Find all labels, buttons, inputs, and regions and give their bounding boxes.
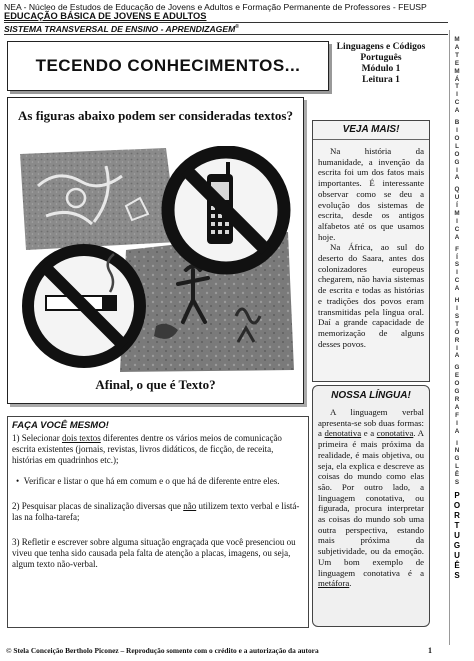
nossa-lingua-box [312,385,430,627]
term-conotativa: conotativa [376,428,414,439]
system-header: SISTEMA TRANSVERSAL DE ENSINO - APRENDIZAGEM® [4,24,239,34]
page-number: 1 [428,646,432,655]
header-divider [4,22,448,23]
term-denotativa: denotativa [324,428,362,439]
subject-info [334,42,428,86]
collage-image [16,146,296,372]
term-metafora: metáfora [318,578,350,589]
sidebar-subject: F Í S I C A [454,245,460,293]
veja-mais-box [312,120,430,382]
figures-question: As figuras abaixo podem ser consideradas textos? [18,108,293,123]
program-header: EDUCAÇÃO BÁSICA DE JOVENS E ADULTOS [4,11,207,21]
figures-box [7,97,304,404]
sidebar-subject: P O R T U G U Ê S [453,490,461,580]
nossa-lingua-heading: NOSSA LÍNGUA! [331,390,411,401]
faca-voce-mesmo-box [7,416,309,628]
task-2: 2) Pesquisar placas de sinalização diversas que não utilizem texto verbal e listá-las na folha-tarefa; [12,501,300,522]
page-title: TECENDO CONHECIMENTOS... [35,56,301,75]
registered-mark: ® [235,24,239,31]
sidebar-subject: I N G L Ê S [454,439,460,487]
subjects-sidebar-letters [452,36,462,585]
subject-discipline: Português [360,53,402,63]
veja-mais-paragraph-2: Na África, ao sul do deserto do Saara, antes dos colonizadores europeus chegarem, não havia sistemas de escrita e todas as histórias e tradições dos povos eram transmitidas pela língua oral. Daí a grande capacidade de memorização de alguns desses povos. [318,242,424,349]
sidebar-subject: B I O L O G I A [454,119,460,182]
subject-reading: Leitura 1 [362,75,400,85]
header-divider-2 [4,34,448,35]
no-phone-sign-icon [168,152,284,268]
sidebar-subject: Q U Í M I C A [454,186,460,241]
sidebar-subject: G E O G R A F I A [454,364,460,435]
veja-mais-paragraph-1: Na história da humanidade, a invenção da escrita foi um dos fatos mais importantes. É interessante observar como se deu a evolução dos sistemas de escrita, desde os antigos alfabetos até os que usamos hoje. [318,146,424,242]
footer-credit: © Stela Conceição Bertholo Piconez – Reprodução somente com o crédito e a autorização da autora [6,646,319,655]
sidebar-subject: H I S T Ó R I A [454,297,460,360]
subject-area: Linguagens e Códigos [336,42,426,52]
sidebar-subject: M A T E M Á T I C A [454,36,460,115]
task-1: 1) Selecionar dois textos diferentes dentre os vários meios de comunicação escrita existentes (jornais, revistas, livros didáticos, de ficção, de receita, histórias em quadrinhos etc.); [12,433,282,465]
task-3: 3) Refletir e escrever sobre alguma situação engraçada que você presenciou ou viveu que tenha sido causada pela falta de atenção a placas, imagens, ou seja, algum texto não-verbal. [12,537,296,569]
faca-voce-mesmo-heading: FAÇA VOCÊ MESMO! [12,420,109,431]
no-smoking-sign-icon [28,250,140,362]
page-title-box [7,41,329,91]
subject-module: Módulo 1 [361,64,401,74]
petroglyph-image [20,148,178,250]
veja-mais-heading: VEJA MAIS! [313,121,429,140]
institution-header: NEA - Núcleo de Estudos de Educação de Jovens e Adultos e Formação Permanente de Professores - FEUSP [4,2,427,12]
figures-answer-question: Afinal, o que é Texto? [95,377,216,392]
bullet-icon: • [16,476,20,486]
nossa-lingua-paragraph: A linguagem verbal apresenta-se sob duas formas: a denotativa e a conotativa. A primeira é mais próxima da realidade, é mais objetiva, ou seja, ela explica e descreve as coisas do mundo como elas são. Por outro lado, a linguagem conotativa, ou figurada, procura interpretar as coisas do mundo sob uma outra perspectiva, estando mais próxima da subjetividade, ou da emoção. Um bom exemplo de linguagem conotativa é a metáfora. [318,407,424,589]
task-1-bullet: • Verificar e listar o que há em comum e o que há de diferente entre eles. [16,476,280,486]
